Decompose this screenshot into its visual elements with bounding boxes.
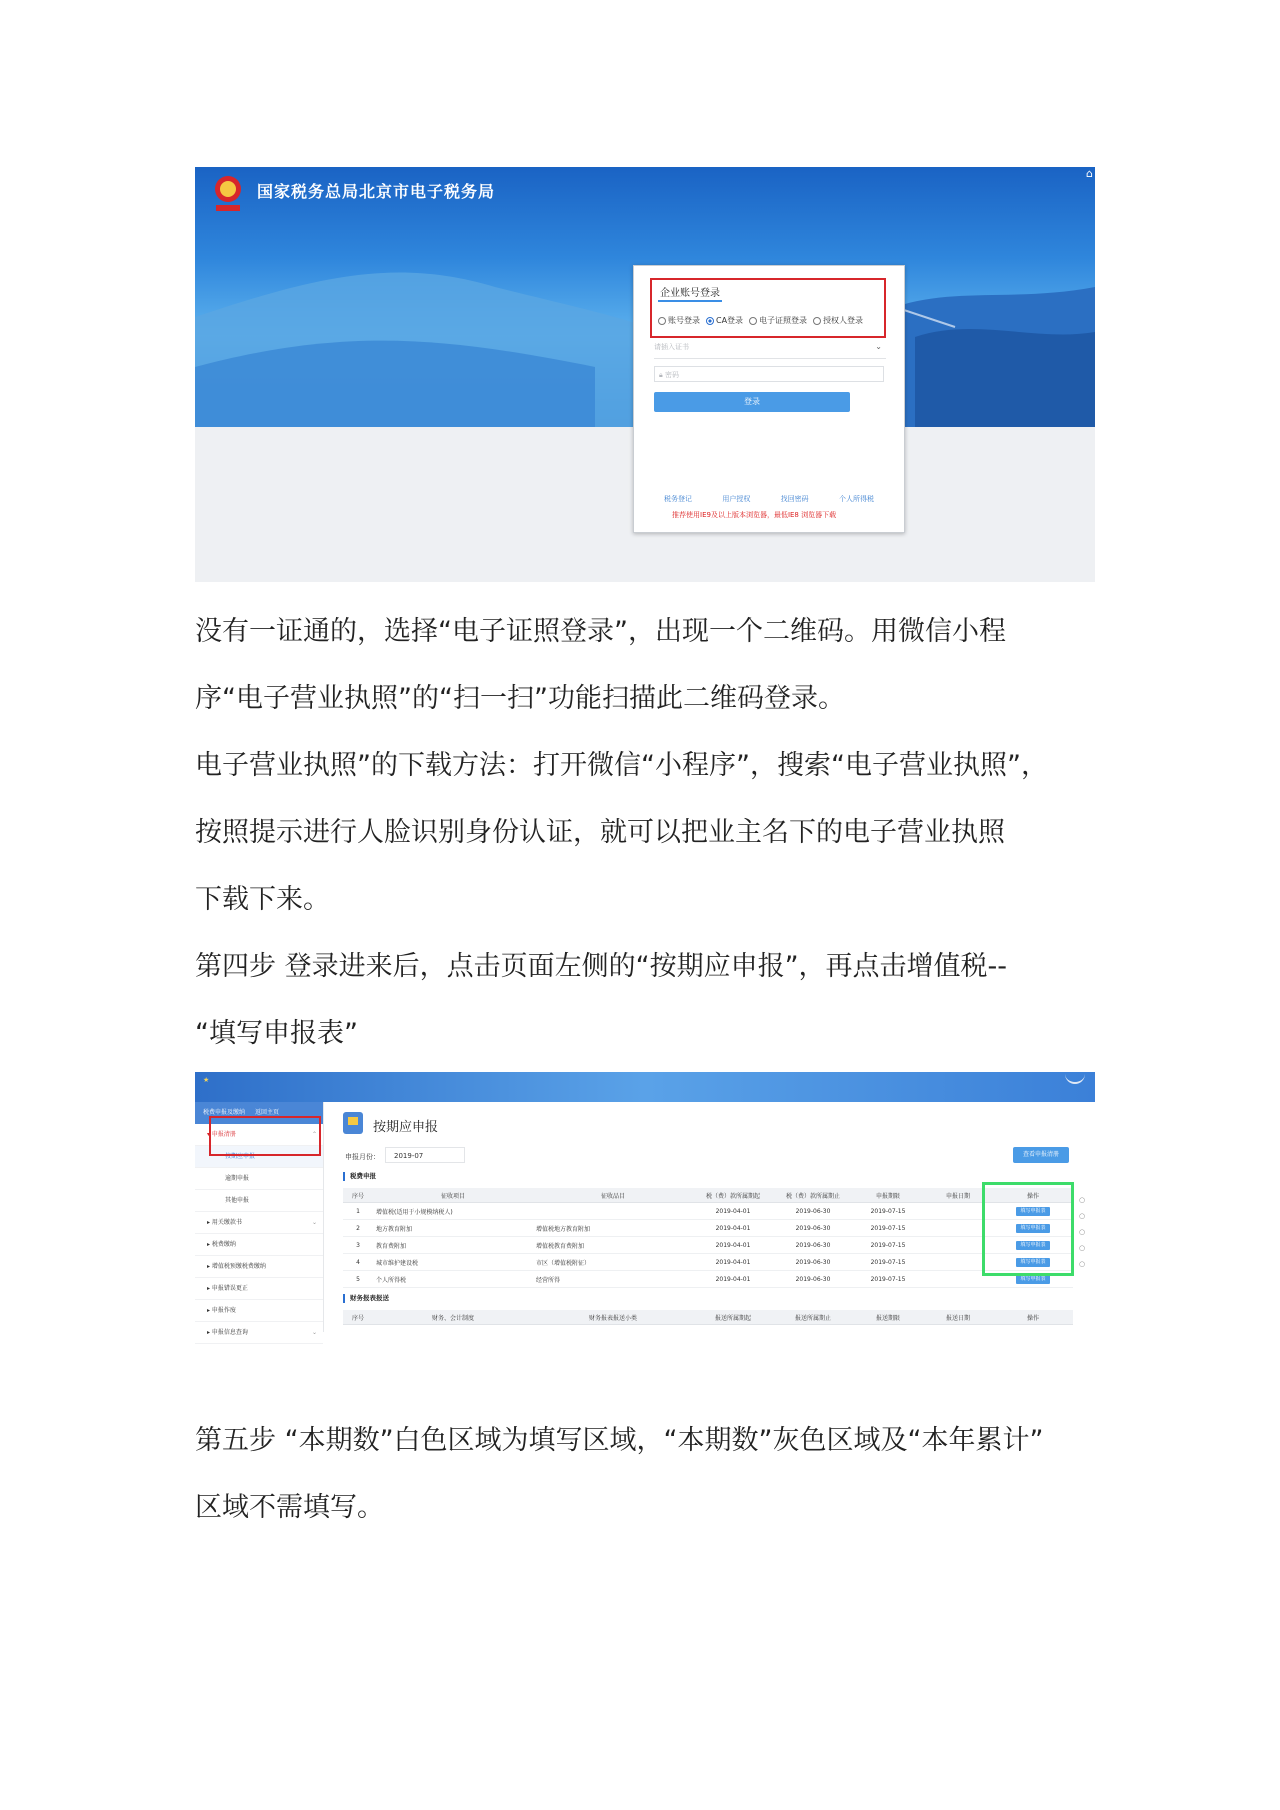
login-mode-authorized[interactable] <box>813 315 863 326</box>
sidebar-item-label: 按期应申报 <box>225 1153 256 1160</box>
column-header: 报送所属期止 <box>773 1310 853 1325</box>
column-header: 征收项目 <box>373 1188 533 1203</box>
table-cell: 2019-04-01 <box>693 1254 773 1271</box>
table-cell: 1 <box>343 1203 373 1220</box>
table-cell: 2019-06-30 <box>773 1237 853 1254</box>
chevron-up-icon: ⌃ <box>311 1131 317 1138</box>
sidebar-item-label: 其他申报 <box>225 1197 250 1204</box>
table-cell: 2019-04-01 <box>693 1220 773 1237</box>
column-header: 序号 <box>343 1310 373 1325</box>
table-cell: 2019-07-15 <box>853 1237 923 1254</box>
table-cell: 4 <box>343 1254 373 1271</box>
table-cell: 2019-07-15 <box>853 1220 923 1237</box>
paragraph-line: 电子营业执照”的下载方法：打开微信“小程序”，搜索“电子营业执照”， <box>195 750 1048 781</box>
login-tab[interactable]: 企业账号登录 <box>660 288 720 299</box>
sidebar-item-label: 申报清册 <box>211 1131 236 1138</box>
sidebar-item-label: 申报作废 <box>211 1307 236 1314</box>
bottom-links <box>664 494 874 504</box>
table-row <box>343 1237 1073 1254</box>
table-cell: 2019-04-01 <box>693 1203 773 1220</box>
column-header: 税（费）款所属期止 <box>773 1188 853 1203</box>
highlight-box <box>982 1182 1074 1276</box>
column-header: 税（费）款所属期起 <box>693 1188 773 1203</box>
section-title-finance: 财务报表报送 <box>343 1294 389 1303</box>
sidebar-title: 税费申报及缴纳 <box>203 1109 246 1116</box>
column-header: 报送期限 <box>853 1310 923 1325</box>
table-cell: 经营所得 <box>533 1271 693 1288</box>
finance-table <box>343 1310 1073 1325</box>
link-recover-password[interactable]: 找回密码 <box>780 495 809 503</box>
table-cell: 2019-07-15 <box>853 1254 923 1271</box>
password-placeholder: 密码 <box>664 371 679 379</box>
fill-declaration-button[interactable]: 填写申报表 <box>1016 1241 1050 1250</box>
column-header: 操作 <box>993 1310 1073 1325</box>
column-header: 财务、会计制度 <box>373 1310 533 1325</box>
column-header: 报送日期 <box>923 1310 993 1325</box>
sidebar-item-payment-book[interactable]: ▸ 用关缴款书 ⌄ <box>195 1212 323 1234</box>
paragraph-line: 第四步 登录进来后，点击页面左侧的“按期应申报”，再点击增值税-- <box>195 951 1008 982</box>
login-mode-e-license[interactable] <box>749 315 807 326</box>
table-cell: 增值税地方教育附加 <box>533 1220 693 1237</box>
login-mode-label: 授权人登录 <box>823 316 864 325</box>
paragraph-line: 区域不需填写。 <box>195 1492 384 1523</box>
table-cell: 增值税(适用于小规模纳税人) <box>373 1203 533 1220</box>
login-mode-account[interactable] <box>658 315 700 326</box>
password-field[interactable] <box>654 366 884 382</box>
login-mode-group <box>658 315 863 326</box>
radio-icon <box>813 317 821 325</box>
sidebar-item-tax-payment[interactable]: ▸ 税费缴纳 <box>195 1234 323 1256</box>
lock-icon: 🔒︎ <box>659 371 663 379</box>
table-cell: 2019-04-01 <box>693 1271 773 1288</box>
link-individual-income-tax[interactable]: 个人所得税 <box>838 495 874 503</box>
period-label: 申报月份： <box>345 1153 380 1161</box>
view-list-button[interactable]: 查看申报清册 <box>1013 1147 1069 1163</box>
table-cell: 2019-07-15 <box>853 1271 923 1288</box>
sidebar-item-overdue[interactable] <box>195 1168 323 1190</box>
sidebar-item-query[interactable]: ▸ 申报信息查询 ⌄ <box>195 1322 323 1344</box>
column-header: 征收品目 <box>533 1188 693 1203</box>
highlight-box <box>209 1116 321 1156</box>
sidebar-item-label: 逾期申报 <box>225 1175 250 1182</box>
column-header: 操作 <box>993 1188 1073 1203</box>
login-button[interactable]: 登录 <box>654 392 850 412</box>
sidebar-item-label: 用关缴款书 <box>211 1219 242 1226</box>
bureau-title: 国家税务总局北京市电子税务局 <box>257 182 496 201</box>
link-user-authorization[interactable]: 用户授权 <box>722 495 751 503</box>
calendar-icon <box>343 1112 363 1134</box>
radio-icon <box>749 317 757 325</box>
table-row <box>343 1254 1073 1271</box>
table-row <box>343 1220 1073 1237</box>
table-cell: 教育费附加 <box>373 1237 533 1254</box>
chevron-down-icon: ⌄ <box>311 1219 317 1226</box>
fill-declaration-button[interactable]: 填写申报表 <box>1016 1258 1050 1267</box>
cert-placeholder: 请插入证书 <box>654 343 689 351</box>
radio-icon <box>658 317 666 325</box>
table-header-row <box>343 1310 1073 1325</box>
home-icon[interactable]: ⌂ <box>1086 167 1093 180</box>
fill-declaration-button[interactable]: 填写申报表 <box>1016 1275 1050 1284</box>
login-card <box>633 265 905 533</box>
sidebar-item-label: 税费缴纳 <box>211 1241 236 1248</box>
page-title: 按期应申报 <box>373 1120 439 1135</box>
chevron-down-icon: ⌄ <box>875 342 882 351</box>
link-tax-registration[interactable]: 税务登记 <box>664 495 692 503</box>
period-input[interactable]: 2019-07 <box>385 1147 465 1163</box>
login-mode-label: 账号登录 <box>668 316 700 325</box>
back-home-link[interactable]: 返回主页 <box>255 1109 280 1116</box>
table-header-row <box>343 1188 1073 1203</box>
filing-screenshot <box>195 1072 1095 1336</box>
sidebar-item-label: 增值税预缴税费缴纳 <box>211 1263 266 1270</box>
column-header: 申报日期 <box>923 1188 993 1203</box>
section-title-tax: 税费申报 <box>343 1172 376 1181</box>
chevron-down-icon: ⌄ <box>311 1329 317 1336</box>
login-mode-label: CA登录 <box>716 316 744 325</box>
table-cell: 2019-06-30 <box>773 1271 853 1288</box>
column-header: 报送所属期起 <box>693 1310 773 1325</box>
column-header: 财务报表报送小类 <box>533 1310 693 1325</box>
table-row <box>343 1271 1073 1288</box>
table-cell: 2019-06-30 <box>773 1220 853 1237</box>
table-cell: 城市维护建设税 <box>373 1254 533 1271</box>
table-row <box>343 1203 1073 1220</box>
table-cell: 2019-06-30 <box>773 1254 853 1271</box>
tax-emblem-icon <box>209 171 247 215</box>
radio-selected-icon <box>706 317 714 325</box>
sidebar-item-label: 申报错误更正 <box>211 1285 248 1292</box>
highlight-box <box>650 278 886 338</box>
sidebar-item-vat-prepay[interactable]: ▸ 增值税预缴税费缴纳 <box>195 1256 323 1278</box>
tax-table <box>343 1188 1073 1288</box>
sidebar-item-label: 申报信息查询 <box>211 1329 248 1336</box>
table-cell: 地方教育附加 <box>373 1220 533 1237</box>
table-cell: 2 <box>343 1220 373 1237</box>
top-banner <box>195 1072 1095 1102</box>
table-cell: 市区（增值税附征） <box>533 1254 693 1271</box>
emblem-icon: ★ <box>203 1076 210 1084</box>
row-marker-icons: ○ ○ ○ ○ ○ <box>1079 1196 1086 1268</box>
login-mode-ca[interactable] <box>706 315 743 326</box>
sidebar-item-void[interactable]: ▸ 申报作废 <box>195 1300 323 1322</box>
column-header: 序号 <box>343 1188 373 1203</box>
user-arc-icon <box>1065 1072 1085 1084</box>
table-cell: 增值税教育费附加 <box>533 1237 693 1254</box>
column-header: 申报期限 <box>853 1188 923 1203</box>
login-mode-label: 电子证照登录 <box>759 316 808 325</box>
browser-tip: 推荐使用IE9及以上版本浏览器，最低IE8 浏览器下载 <box>672 511 837 519</box>
sidebar-item-other[interactable] <box>195 1190 323 1212</box>
table-cell: 3 <box>343 1237 373 1254</box>
table-cell: 2019-04-01 <box>693 1237 773 1254</box>
cert-select[interactable] <box>654 342 886 359</box>
table-cell: 2019-07-15 <box>853 1203 923 1220</box>
table-cell <box>533 1203 693 1220</box>
sidebar-item-correction[interactable]: ▸ 申报错误更正 <box>195 1278 323 1300</box>
table-cell: 2019-06-30 <box>773 1203 853 1220</box>
sidebar-item-declaration-list[interactable]: ▾ 申报清册 ⌃ <box>195 1124 323 1146</box>
fill-declaration-button[interactable]: 填写申报表 <box>1016 1207 1050 1216</box>
paragraph-line: 下载下来。 <box>195 884 330 915</box>
paragraph-line: “填写申报表” <box>195 1018 358 1049</box>
paragraph-line: 按照提示进行人脸识别身份认证，就可以把业主名下的电子营业执照 <box>195 817 1005 848</box>
fill-declaration-button[interactable]: 填写申报表 <box>1016 1224 1050 1233</box>
paragraph-line: 没有一证通的，选择“电子证照登录”，出现一个二维码。用微信小程 <box>195 616 1006 647</box>
paragraph-line: 第五步 “本期数”白色区域为填写区域，“本期数”灰色区域及“本年累计” <box>195 1425 1044 1456</box>
table-cell: 个人所得税 <box>373 1271 533 1288</box>
table-cell: 5 <box>343 1271 373 1288</box>
login-screenshot <box>195 167 1095 582</box>
paragraph-line: 序“电子营业执照”的“扫一扫”功能扫描此二维码登录。 <box>195 683 845 714</box>
